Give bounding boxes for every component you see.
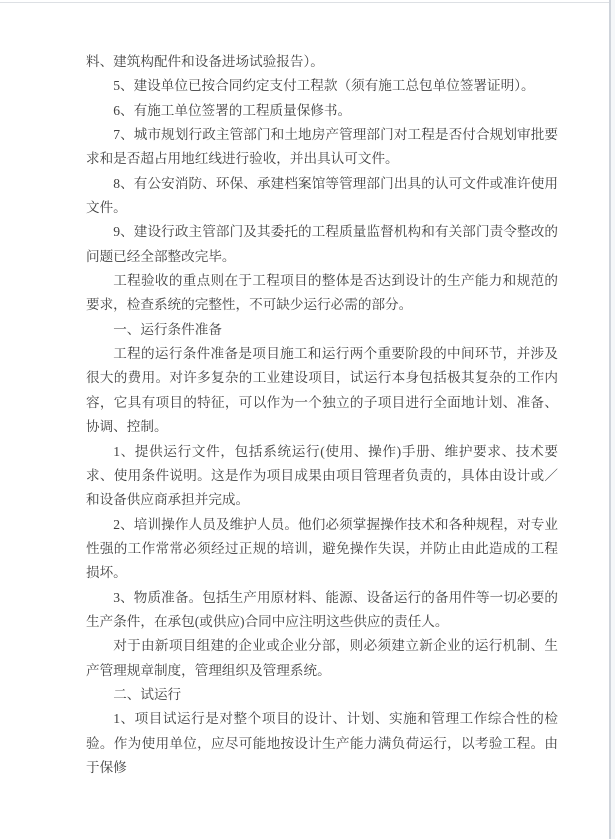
paragraph: 9、建设行政主管部门及其委托的工程质量监督机构和有关部门责令整改的问题已经全部整改完毕。 xyxy=(86,224,558,264)
page-right-edge-line xyxy=(609,0,611,839)
paragraph: 1、项目试运行是对整个项目的设计、计划、实施和管理工作综合性的检验。作为使用单位，应尽可能地按设计生产能力满负荷运行，以考验工程。由于保修 xyxy=(86,711,558,775)
paragraph: 对于由新项目组建的企业或企业分部，则必须建立新企业的运行机制、生产管理规章制度，管理组织及管理系统。 xyxy=(86,638,558,678)
paragraph: 1、提供运行文件，包括系统运行(使用、操作)手册、维护要求、技术要求、使用条件说明。这是作为项目成果由项目管理者负责的，具体由设计或／和设备供应商承担并完成。 xyxy=(86,443,558,508)
section-heading: 一、运行条件准备 xyxy=(113,321,222,337)
paragraph: 6、有施工单位签署的工程质量保修书。 xyxy=(113,102,352,118)
section-heading: 二、试运行 xyxy=(113,686,182,702)
page-right-margin-strip xyxy=(611,0,615,839)
page-top-edge-line xyxy=(0,2,611,3)
document-body xyxy=(86,50,558,780)
paragraph: 2、培训操作人员及维护人员。他们必须掌握操作技术和各种规程，对专业性强的工作常常必须经过正规的培训，避免操作失误，并防止由此造成的工程损坏。 xyxy=(86,516,558,581)
paragraph: 3、物质准备。包括生产用原材料、能源、设备运行的备用件等一切必要的生产条件，在承包(或供应)合同中应注明这些供应的责任人。 xyxy=(86,589,558,629)
paragraph: 工程的运行条件准备是项目施工和运行两个重要阶段的中间环节，并涉及很大的费用。对许多复杂的工业建设项目，试运行本身包括极其复杂的工作内容，它具有项目的特征，可以作为一个独立的子项目进行全面地计划、准备、协调、控制。 xyxy=(86,346,558,435)
paragraph: 5、建设单位已按合同约定支付工程款（须有施工总包单位签署证明）。 xyxy=(113,78,535,94)
paragraph: 工程验收的重点则在于工程项目的整体是否达到设计的生产能力和规范的要求，检查系统的完整性，不可缺少运行必需的部分。 xyxy=(86,273,558,313)
paragraph: 7、城市规划行政主管部门和土地房产管理部门对工程是否付合规划审批要求和是否超占用地红线进行验收，并出具认可文件。 xyxy=(86,127,558,167)
paragraph: 8、有公安消防、环保、承建档案馆等管理部门出具的认可文件或准许使用文件。 xyxy=(86,175,558,216)
paragraph: 料、建筑构配件和设备进场试验报告）。 xyxy=(86,54,324,69)
